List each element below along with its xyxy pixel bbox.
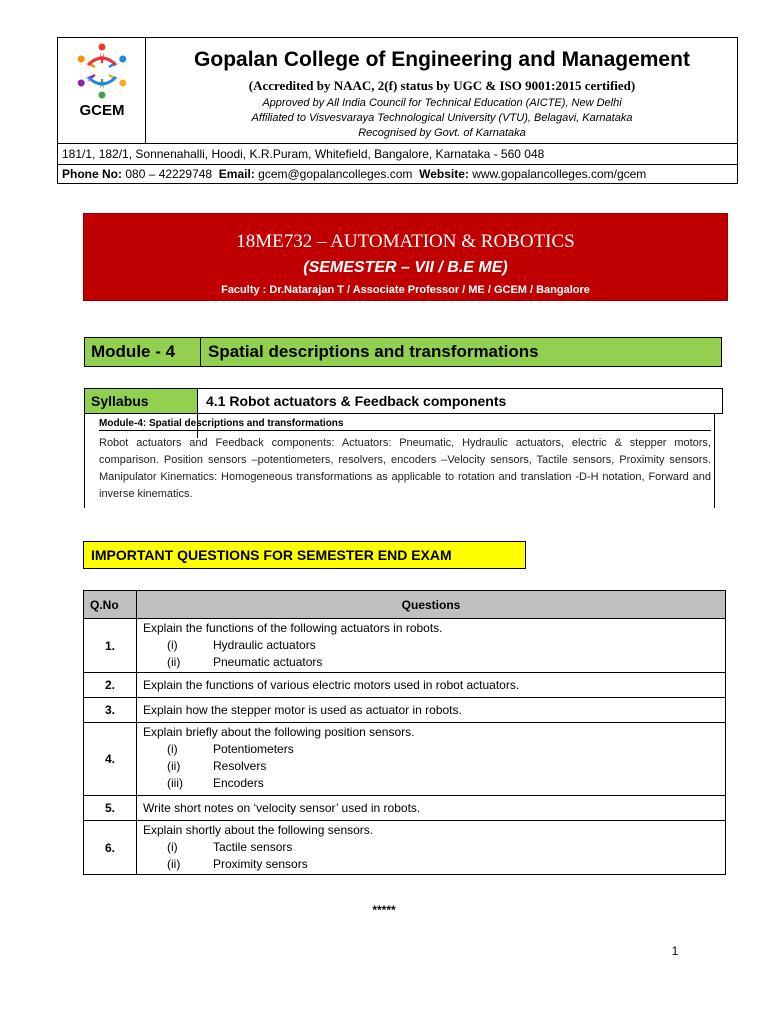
question-cell <box>137 723 726 796</box>
sub-item-text: Resolvers <box>213 759 267 773</box>
question-text: Write short notes on ‘velocity sensor’ used in robots. <box>143 800 421 815</box>
table-row <box>84 698 726 723</box>
sub-item <box>143 637 719 654</box>
sub-item-numeral: (i) <box>167 840 178 854</box>
qno-header: Q.No <box>84 591 137 619</box>
question-number: 1. <box>84 619 137 673</box>
question-cell <box>137 796 726 821</box>
recognised-line: Recognised by Govt. of Karnataka <box>358 127 526 139</box>
question-number: 5. <box>84 796 137 821</box>
module-title: Spatial descriptions and transformations <box>208 342 539 361</box>
questions-header: Questions <box>137 591 726 619</box>
table-row <box>84 723 726 796</box>
sub-item-text: Encoders <box>213 776 264 790</box>
important-questions-label: IMPORTANT QUESTIONS FOR SEMESTER END EXAM <box>83 541 526 569</box>
accreditation: (Accredited by NAAC, 2(f) status by UGC & ISO 9001:2015 certified) <box>248 78 636 93</box>
approved-line: Approved by All India Council for Technical Education (AICTE), New Delhi <box>262 97 622 109</box>
table-row <box>84 796 726 821</box>
table-row <box>84 673 726 698</box>
sub-item <box>143 775 719 792</box>
end-stars: ***** <box>372 903 396 917</box>
syllabus-body <box>84 414 723 508</box>
sub-item-numeral: (i) <box>167 638 178 652</box>
question-cell <box>137 698 726 723</box>
page-number: 1 <box>671 944 679 958</box>
sub-item-text: Hydraulic actuators <box>213 638 316 652</box>
faculty-line: Faculty : Dr.Natarajan T / Associate Professor / ME / GCEM / Bangalore <box>221 284 590 296</box>
question-text: Explain the functions of various electric motors used in robot actuators. <box>143 677 520 692</box>
syllabus-left-border <box>84 414 85 508</box>
website-label: Website: <box>419 167 469 181</box>
sub-item <box>143 654 719 671</box>
contact-row <box>58 164 737 183</box>
sub-item-text: Tactile sensors <box>213 840 293 854</box>
sub-item-text: Proximity sensors <box>213 857 308 871</box>
college-header <box>57 37 738 184</box>
syllabus-heading: Module-4: Spatial descriptions and transformations <box>99 418 711 431</box>
sub-item <box>143 839 719 856</box>
syllabus-text: Robot actuators and Feedback components: Actuators: Pneumatic, Hydraulic actuators, electric & stepper motors, comparison. Position sensors –potentiometers, resolvers, encoders –Velocity sensors, Tactile sensors, Proximity sensors. Manipulator Kinematics: Homogeneous transformations as applicable to rotation and translation -D-H notation, Forward and inverse kinematics. <box>99 437 711 500</box>
table-row <box>84 619 726 673</box>
gcem-logo-icon <box>72 42 132 100</box>
sub-item-numeral: (i) <box>167 742 178 756</box>
sub-item-text: Pneumatic actuators <box>213 655 323 669</box>
sub-item <box>143 741 719 758</box>
email-label: Email: <box>218 167 255 181</box>
question-text: Explain shortly about the following sensors. <box>143 823 374 837</box>
sub-item-numeral: (iii) <box>167 776 183 790</box>
questions-table <box>83 590 726 875</box>
email-value: gcem@gopalancolleges.com <box>258 167 413 181</box>
syllabus-label: Syllabus <box>85 389 198 413</box>
logo-text: GCEM <box>79 102 125 119</box>
sub-item-text: Potentiometers <box>213 742 294 756</box>
question-text: Explain how the stepper motor is used as actuator in robots. <box>143 702 462 717</box>
sub-item <box>143 856 719 873</box>
module-number: Module - 4 <box>85 338 201 366</box>
phone-label: Phone No: <box>62 167 122 181</box>
course-title: 18ME732 – AUTOMATION & ROBOTICS <box>236 231 575 252</box>
table-header-row <box>84 591 726 619</box>
affiliated-line: Affiliated to Visvesvaraya Technological University (VTU), Belagavi, Karnataka <box>251 112 633 124</box>
website-value: www.gopalancolleges.com/gcem <box>472 167 647 181</box>
question-text: Explain briefly about the following position sensors. <box>143 725 415 739</box>
address-row: 181/1, 182/1, Sonnenahalli, Hoodi, K.R.Puram, Whitefield, Bangalore, Karnataka - 560 048 <box>58 143 737 164</box>
sub-item-numeral: (ii) <box>167 759 181 773</box>
phone-value: 080 – 42229748 <box>125 167 213 181</box>
question-cell <box>137 673 726 698</box>
college-name: Gopalan College of Engineering and Management <box>194 48 690 71</box>
question-number: 6. <box>84 821 137 875</box>
sub-item-numeral: (ii) <box>167 655 181 669</box>
question-cell <box>137 619 726 673</box>
semester-line: (SEMESTER – VII / B.E ME) <box>303 259 508 276</box>
course-banner <box>83 213 728 301</box>
question-cell <box>137 821 726 875</box>
logo-cell <box>58 38 146 143</box>
question-number: 3. <box>84 698 137 723</box>
question-text: Explain the functions of the following actuators in robots. <box>143 621 443 635</box>
sub-item <box>143 758 719 775</box>
syllabus-right-border <box>714 414 715 508</box>
syllabus-bar <box>84 388 723 414</box>
syllabus-title: 4.1 Robot actuators & Feedback components <box>206 393 507 409</box>
sub-item-numeral: (ii) <box>167 857 181 871</box>
table-row <box>84 821 726 875</box>
question-number: 4. <box>84 723 137 796</box>
module-bar <box>84 337 722 367</box>
question-number: 2. <box>84 673 137 698</box>
questions-body <box>84 619 726 875</box>
